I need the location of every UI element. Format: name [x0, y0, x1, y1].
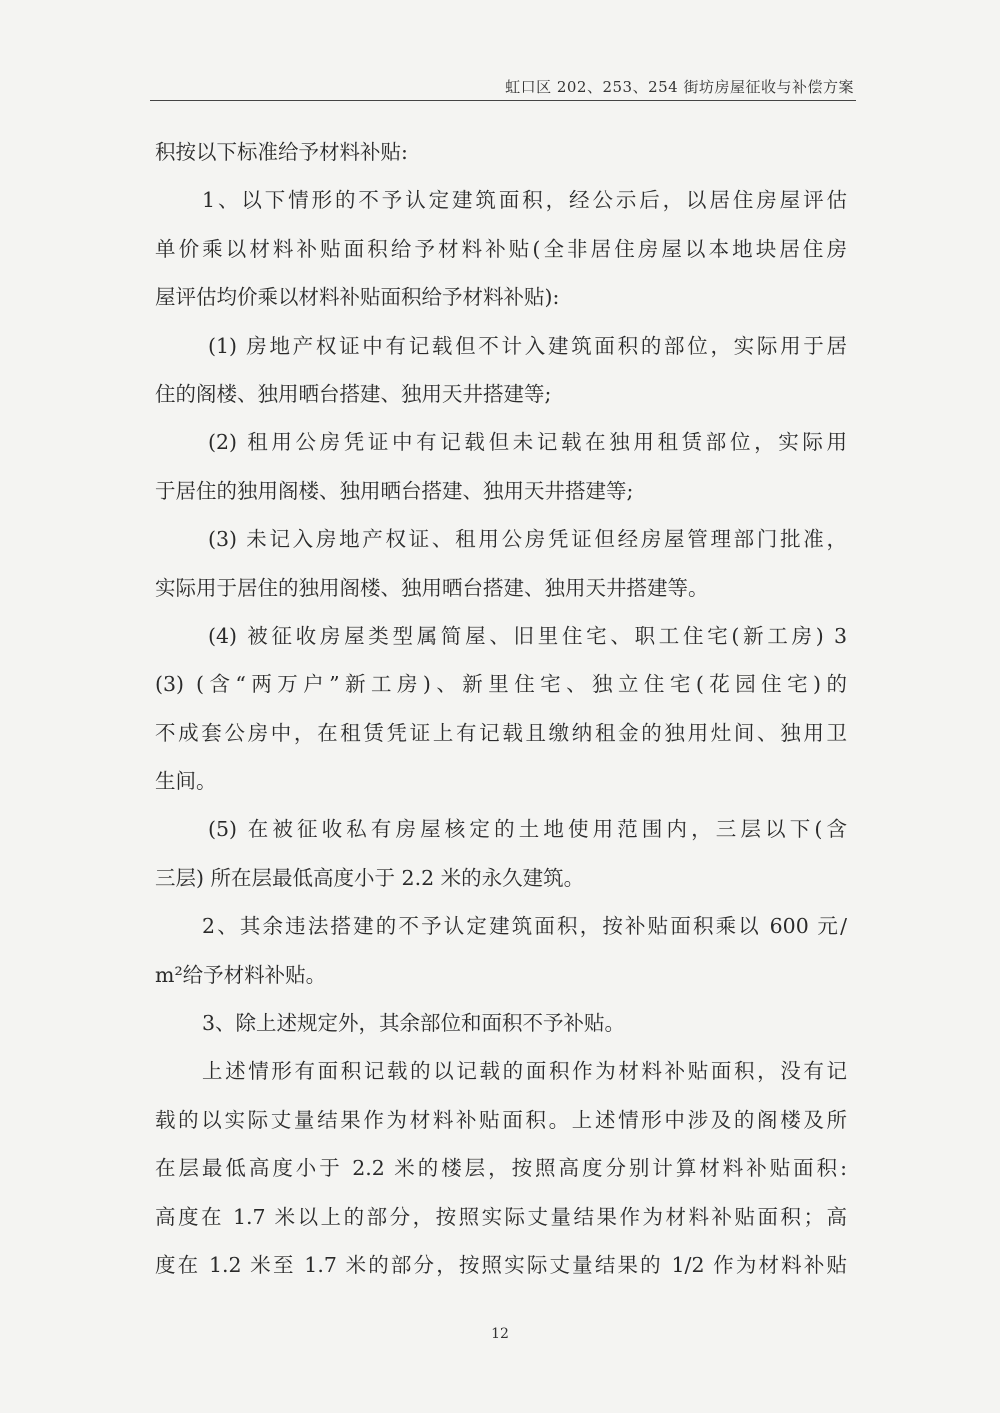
- body-line: 单价乘以材料补贴面积给予材料补贴(全非居住房屋以本地块居住房: [155, 236, 847, 261]
- body-line: 住的阁楼、独用晒台搭建、独用天井搭建等;: [155, 381, 552, 406]
- body-line: 实际用于居住的独用阁楼、独用晒台搭建、独用天井搭建等。: [155, 575, 709, 600]
- body-line: (2) 租用公房凭证中有记载但未记载在独用租赁部位，实际用: [208, 430, 847, 455]
- body-line: 度在 1.2 米至 1.7 米的部分，按照实际丈量结果的 1/2 作为材料补贴: [155, 1252, 847, 1277]
- body-line: 生间。: [155, 769, 217, 794]
- body-line: 1、以下情形的不予认定建筑面积，经公示后，以居住房屋评估: [202, 188, 847, 213]
- body-line: 3、除上述规定外，其余部位和面积不予补贴。: [202, 1011, 626, 1036]
- body-line: (4) 被征收房屋类型属简屋、旧里住宅、职工住宅(新工房) 3: [208, 623, 847, 648]
- body-line: 载的以实际丈量结果作为材料补贴面积。上述情形中涉及的阁楼及所: [155, 1107, 847, 1132]
- page-number: 12: [491, 1326, 509, 1342]
- body-line: (3) (含“两万户”新工房)、新里住宅、独立住宅(花园住宅)的: [155, 672, 847, 697]
- body-line: 不成套公房中，在租赁凭证上有记载且缴纳租金的独用灶间、独用卫: [155, 720, 847, 745]
- body-line: 屋评估均价乘以材料补贴面积给予材料补贴):: [155, 285, 560, 310]
- body-line: 积按以下标准给予材料补贴:: [155, 140, 408, 164]
- body-line: 于居住的独用阁楼、独用晒台搭建、独用天井搭建等;: [155, 478, 634, 503]
- body-line: 上述情形有面积记载的以记载的面积作为材料补贴面积，没有记: [202, 1059, 847, 1084]
- body-line: m²给予材料补贴。: [155, 962, 327, 987]
- body-line: (5) 在被征收私有房屋核定的土地使用范围内，三层以下(含: [208, 817, 847, 842]
- header-divider: [150, 100, 856, 101]
- body-line: 三层) 所在层最低高度小于 2.2 米的永久建筑。: [155, 865, 585, 890]
- body-line: (1) 房地产权证中有记载但不计入建筑面积的部位，实际用于居: [208, 333, 847, 358]
- body-line: 高度在 1.7 米以上的部分，按照实际丈量结果作为材料补贴面积；高: [155, 1204, 847, 1229]
- document-title: 虹口区 202、253、254 街坊房屋征收与补偿方案: [505, 78, 854, 96]
- body-line: 2、其余违法搭建的不予认定建筑面积，按补贴面积乘以 600 元/: [202, 914, 847, 939]
- body-line: (3) 未记入房地产权证、租用公房凭证但经房屋管理部门批准，: [208, 527, 847, 552]
- document-body: [155, 128, 847, 1289]
- body-line: 在层最低高度小于 2.2 米的楼层，按照高度分别计算材料补贴面积:: [155, 1156, 847, 1181]
